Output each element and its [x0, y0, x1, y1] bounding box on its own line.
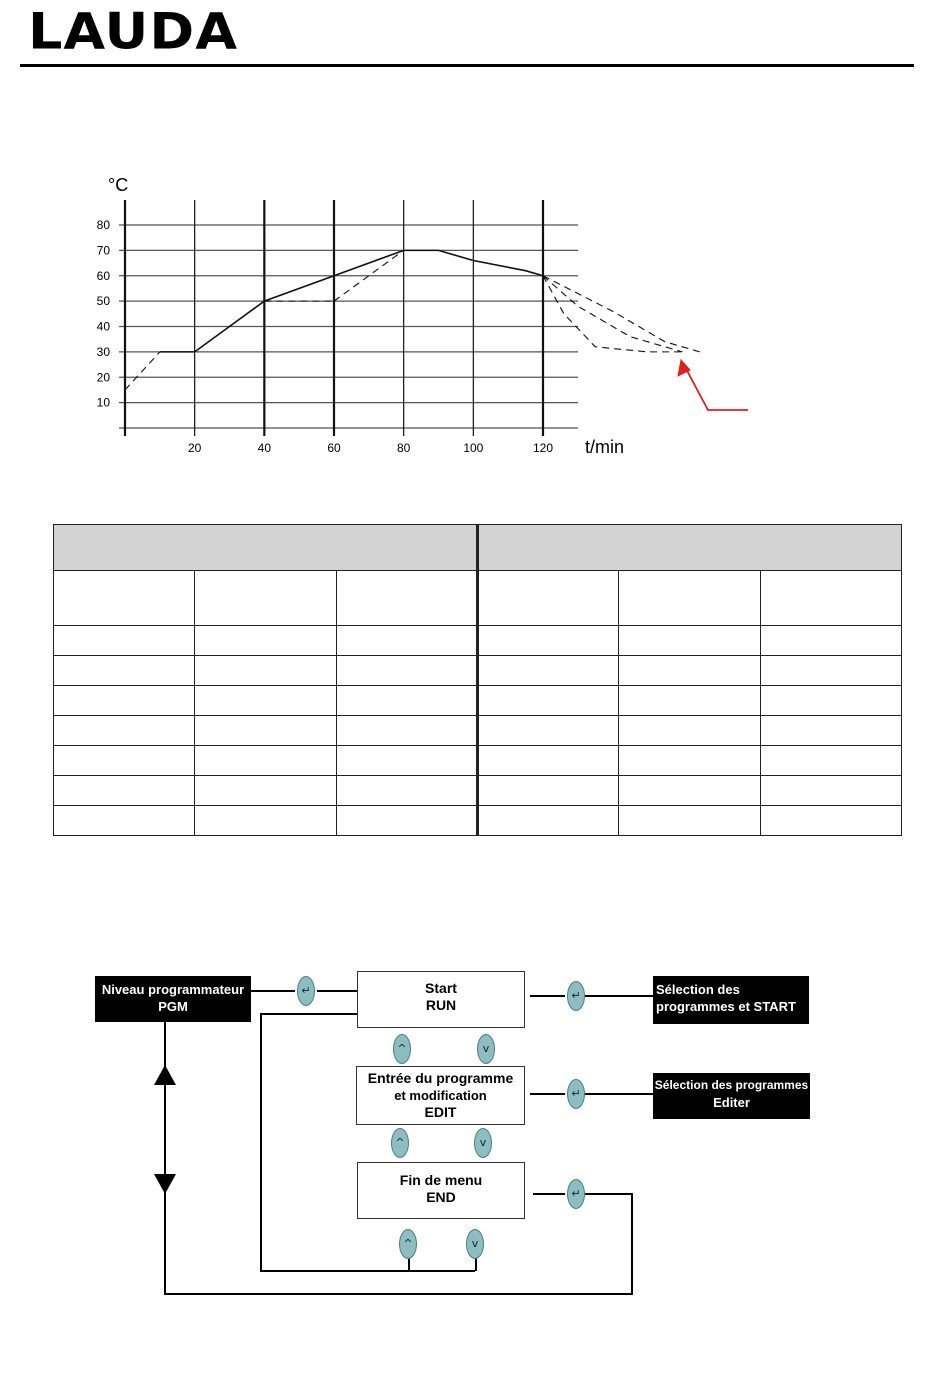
connector-line — [260, 1270, 475, 1272]
table-cell — [760, 776, 901, 806]
temperature-dashed-line — [125, 352, 160, 390]
enter-key-icon[interactable]: ↵ — [567, 1079, 585, 1109]
down-arrowhead — [153, 1172, 177, 1196]
table-cell — [54, 746, 195, 776]
connector-line — [631, 1193, 633, 1295]
table-cell — [760, 656, 901, 686]
y-tick-label: 10 — [96, 395, 110, 410]
y-tick-label: 70 — [96, 243, 110, 258]
connector-line — [530, 995, 565, 997]
y-tick-label: 80 — [96, 218, 110, 232]
up-key-icon[interactable]: ^ — [391, 1128, 409, 1158]
table-cell — [760, 806, 901, 836]
y-tick-label: 30 — [96, 344, 110, 359]
table-cell — [619, 746, 760, 776]
x-tick-label: 120 — [532, 441, 554, 455]
table-cell — [54, 626, 195, 656]
table-cell — [195, 626, 336, 656]
programmer-level-line2: PGM — [158, 999, 188, 1014]
header-rule — [20, 64, 914, 67]
table-cell — [54, 716, 195, 746]
connector-line — [250, 990, 295, 992]
table-cell — [195, 686, 336, 716]
table-cell — [760, 686, 901, 716]
enter-key-icon[interactable]: ↵ — [297, 976, 315, 1006]
menu-box-run-title: Start — [425, 980, 457, 996]
menu-box-edit-subtitle: et modification — [394, 1088, 487, 1103]
table-cell — [336, 776, 477, 806]
table-cell — [195, 571, 336, 626]
table-cell — [477, 571, 618, 626]
down-key-icon[interactable]: v — [474, 1128, 492, 1158]
table-cell — [336, 626, 477, 656]
y-tick-label: 50 — [96, 294, 110, 309]
table-cell — [195, 716, 336, 746]
enter-key-icon[interactable]: ↵ — [567, 1179, 585, 1209]
table-cell — [54, 656, 195, 686]
connector-line — [533, 1193, 565, 1195]
program-selection-edit-line2: Editer — [713, 1095, 750, 1110]
menu-box-run[interactable] — [357, 971, 525, 1028]
table-cell — [477, 776, 618, 806]
connector-line — [530, 1093, 565, 1095]
table-cell — [760, 626, 901, 656]
program-selection-start-line2: programmes et START — [656, 999, 796, 1014]
table-cell — [195, 746, 336, 776]
table-cell — [477, 656, 618, 686]
table-cell — [477, 806, 618, 836]
table-cell — [195, 806, 336, 836]
table-cell — [54, 776, 195, 806]
menu-box-end-title: Fin de menu — [399, 1172, 483, 1188]
down-key-icon[interactable]: v — [466, 1229, 484, 1259]
connector-line — [260, 1013, 262, 1271]
table-cell — [195, 656, 336, 686]
table-cell — [336, 716, 477, 746]
program-selection-start-label — [653, 976, 809, 1024]
table-cell — [477, 686, 618, 716]
menu-box-edit-title: Entrée du programme — [367, 1070, 514, 1086]
table-cell — [619, 571, 760, 626]
x-tick-label: 100 — [463, 441, 484, 455]
table-cell — [619, 686, 760, 716]
table-cell — [477, 746, 618, 776]
table-header-right — [477, 525, 901, 571]
table-cell — [336, 686, 477, 716]
down-key-icon[interactable]: v — [477, 1034, 495, 1064]
temperature-dashed-line — [543, 276, 682, 352]
table-cell — [336, 746, 477, 776]
up-key-icon[interactable]: ^ — [393, 1034, 411, 1064]
program-selection-start-line1: Sélection des — [656, 982, 740, 997]
lauda-logo: LAUDA — [28, 2, 239, 61]
table-cell — [619, 806, 760, 836]
x-axis-label: t/min — [585, 437, 625, 457]
temperature-dashed-line — [543, 276, 700, 352]
menu-box-edit-code: EDIT — [424, 1104, 457, 1120]
table-cell — [760, 716, 901, 746]
table-cell — [477, 716, 618, 746]
menu-box-end[interactable] — [357, 1162, 525, 1219]
program-table — [53, 524, 902, 836]
x-tick-label: 80 — [396, 441, 411, 455]
menu-box-edit[interactable] — [356, 1066, 525, 1125]
programmer-level-label — [95, 976, 251, 1022]
table-cell — [336, 806, 477, 836]
temperature-profile-chart — [80, 170, 760, 470]
table-cell — [477, 626, 618, 656]
table-cell — [336, 656, 477, 686]
table-cell — [619, 626, 760, 656]
table-cell — [619, 776, 760, 806]
table-cell — [336, 571, 477, 626]
menu-box-end-code: END — [426, 1189, 456, 1205]
y-tick-label: 60 — [96, 268, 110, 283]
x-tick-label: 40 — [257, 441, 272, 455]
menu-flow-diagram — [0, 960, 950, 1320]
temperature-dashed-line — [543, 276, 682, 352]
table-cell — [54, 571, 195, 626]
program-selection-edit-line1: Sélection des programmes — [654, 1078, 809, 1092]
programmer-level-line1: Niveau programmateur — [101, 982, 245, 997]
annotation-arrow-line — [684, 365, 748, 410]
table-cell — [54, 686, 195, 716]
x-tick-label: 20 — [187, 441, 202, 455]
connector-line — [585, 1193, 633, 1195]
y-tick-label: 20 — [96, 370, 110, 385]
connector-line — [164, 1293, 633, 1295]
up-arrowhead — [153, 1063, 177, 1087]
connector-line — [585, 995, 653, 997]
table-cell — [54, 806, 195, 836]
enter-key-icon[interactable]: ↵ — [567, 981, 585, 1011]
table-cell — [619, 656, 760, 686]
y-axis-label: °C — [108, 175, 129, 195]
connector-line — [260, 1013, 358, 1015]
table-cell — [760, 571, 901, 626]
table-cell — [619, 716, 760, 746]
y-tick-label: 40 — [96, 319, 110, 334]
table-header-left — [54, 525, 478, 571]
connector-line — [585, 1093, 653, 1095]
up-key-icon[interactable]: ^ — [399, 1229, 417, 1259]
x-tick-label: 60 — [327, 441, 341, 455]
table-cell — [195, 776, 336, 806]
menu-box-run-code: RUN — [425, 997, 457, 1013]
connector-line — [317, 990, 357, 992]
program-selection-edit-label — [653, 1073, 810, 1119]
table-cell — [760, 746, 901, 776]
